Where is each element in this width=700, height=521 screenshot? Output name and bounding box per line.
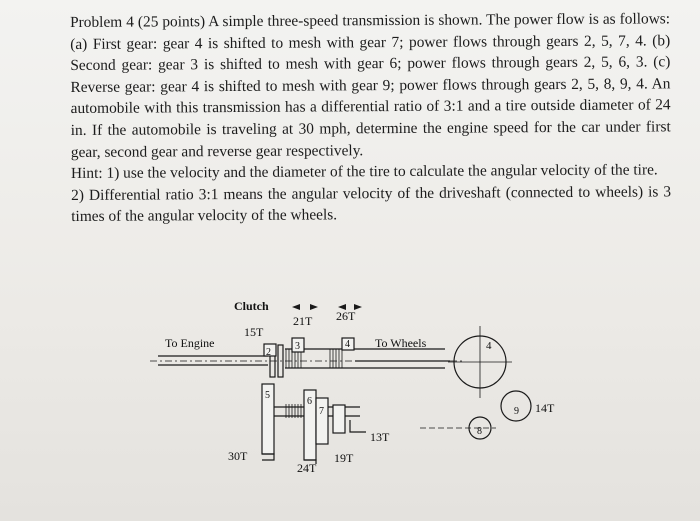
spline-right [330, 349, 342, 368]
gear-number-9: 9 [514, 406, 519, 417]
gear-number-4-side: 4 [486, 340, 492, 352]
teeth-19t: 19T [334, 451, 354, 465]
bracket-13t [350, 420, 366, 432]
to-engine-label: To Engine [165, 336, 215, 350]
to-wheels-label: To Wheels [375, 336, 427, 350]
hint-1: Hint: 1) use the velocity and the diameter of the tire to calculate the angular velocity of the tire. [70, 161, 658, 183]
gear-number-2: 2 [266, 347, 271, 358]
gear-8 [333, 405, 345, 433]
shift-arrow-3 [292, 304, 318, 310]
gear-number-7: 7 [319, 406, 324, 417]
teeth-26t: 26T [336, 309, 356, 323]
hint-2: 2) Differential ratio 3:1 means the angular velocity of the driveshaft (connected to wheels) is 3 times of the angular velocity of the wheels. [71, 183, 672, 226]
teeth-24t: 24T [297, 461, 317, 475]
teeth-13t: 13T [370, 430, 390, 444]
gear-number-8: 8 [477, 426, 482, 437]
teeth-15t: 15T [244, 325, 264, 339]
clutch-label: Clutch [234, 299, 269, 313]
gear-number-3: 3 [295, 341, 300, 352]
gear-number-5: 5 [265, 390, 270, 401]
teeth-21t: 21T [293, 314, 313, 328]
gear-number-6: 6 [307, 396, 312, 407]
teeth-30t: 30T [228, 449, 248, 463]
teeth-14t: 14T [535, 401, 555, 415]
gear-7 [316, 398, 328, 444]
problem-paragraph: Problem 4 (25 points) A simple three-speed transmission is shown. The power flow is as follows: (a) First gear: gear 4 is shifted to mesh with gear 7; power flows through gears 2, 5, 7, 4. (b) Second gear: gear 3 is shifted to mesh with gear 6; power flows through gears 2, 5, 6, 3. (c) Reverse gear: gear 4 is shifted to mesh with gear 9; power flows through gears 2, 5, 8, 9, 4. An automobile with this transmission has a differential ratio of 3:1 and a tire outside diameter of 24 in. If the automobile is traveling at 30 mph, determine the engine speed for the car under first gear, second gear and reverse gear respectively. [70, 10, 671, 161]
gear-number-4: 4 [345, 339, 350, 350]
bracket-30t [262, 454, 274, 460]
